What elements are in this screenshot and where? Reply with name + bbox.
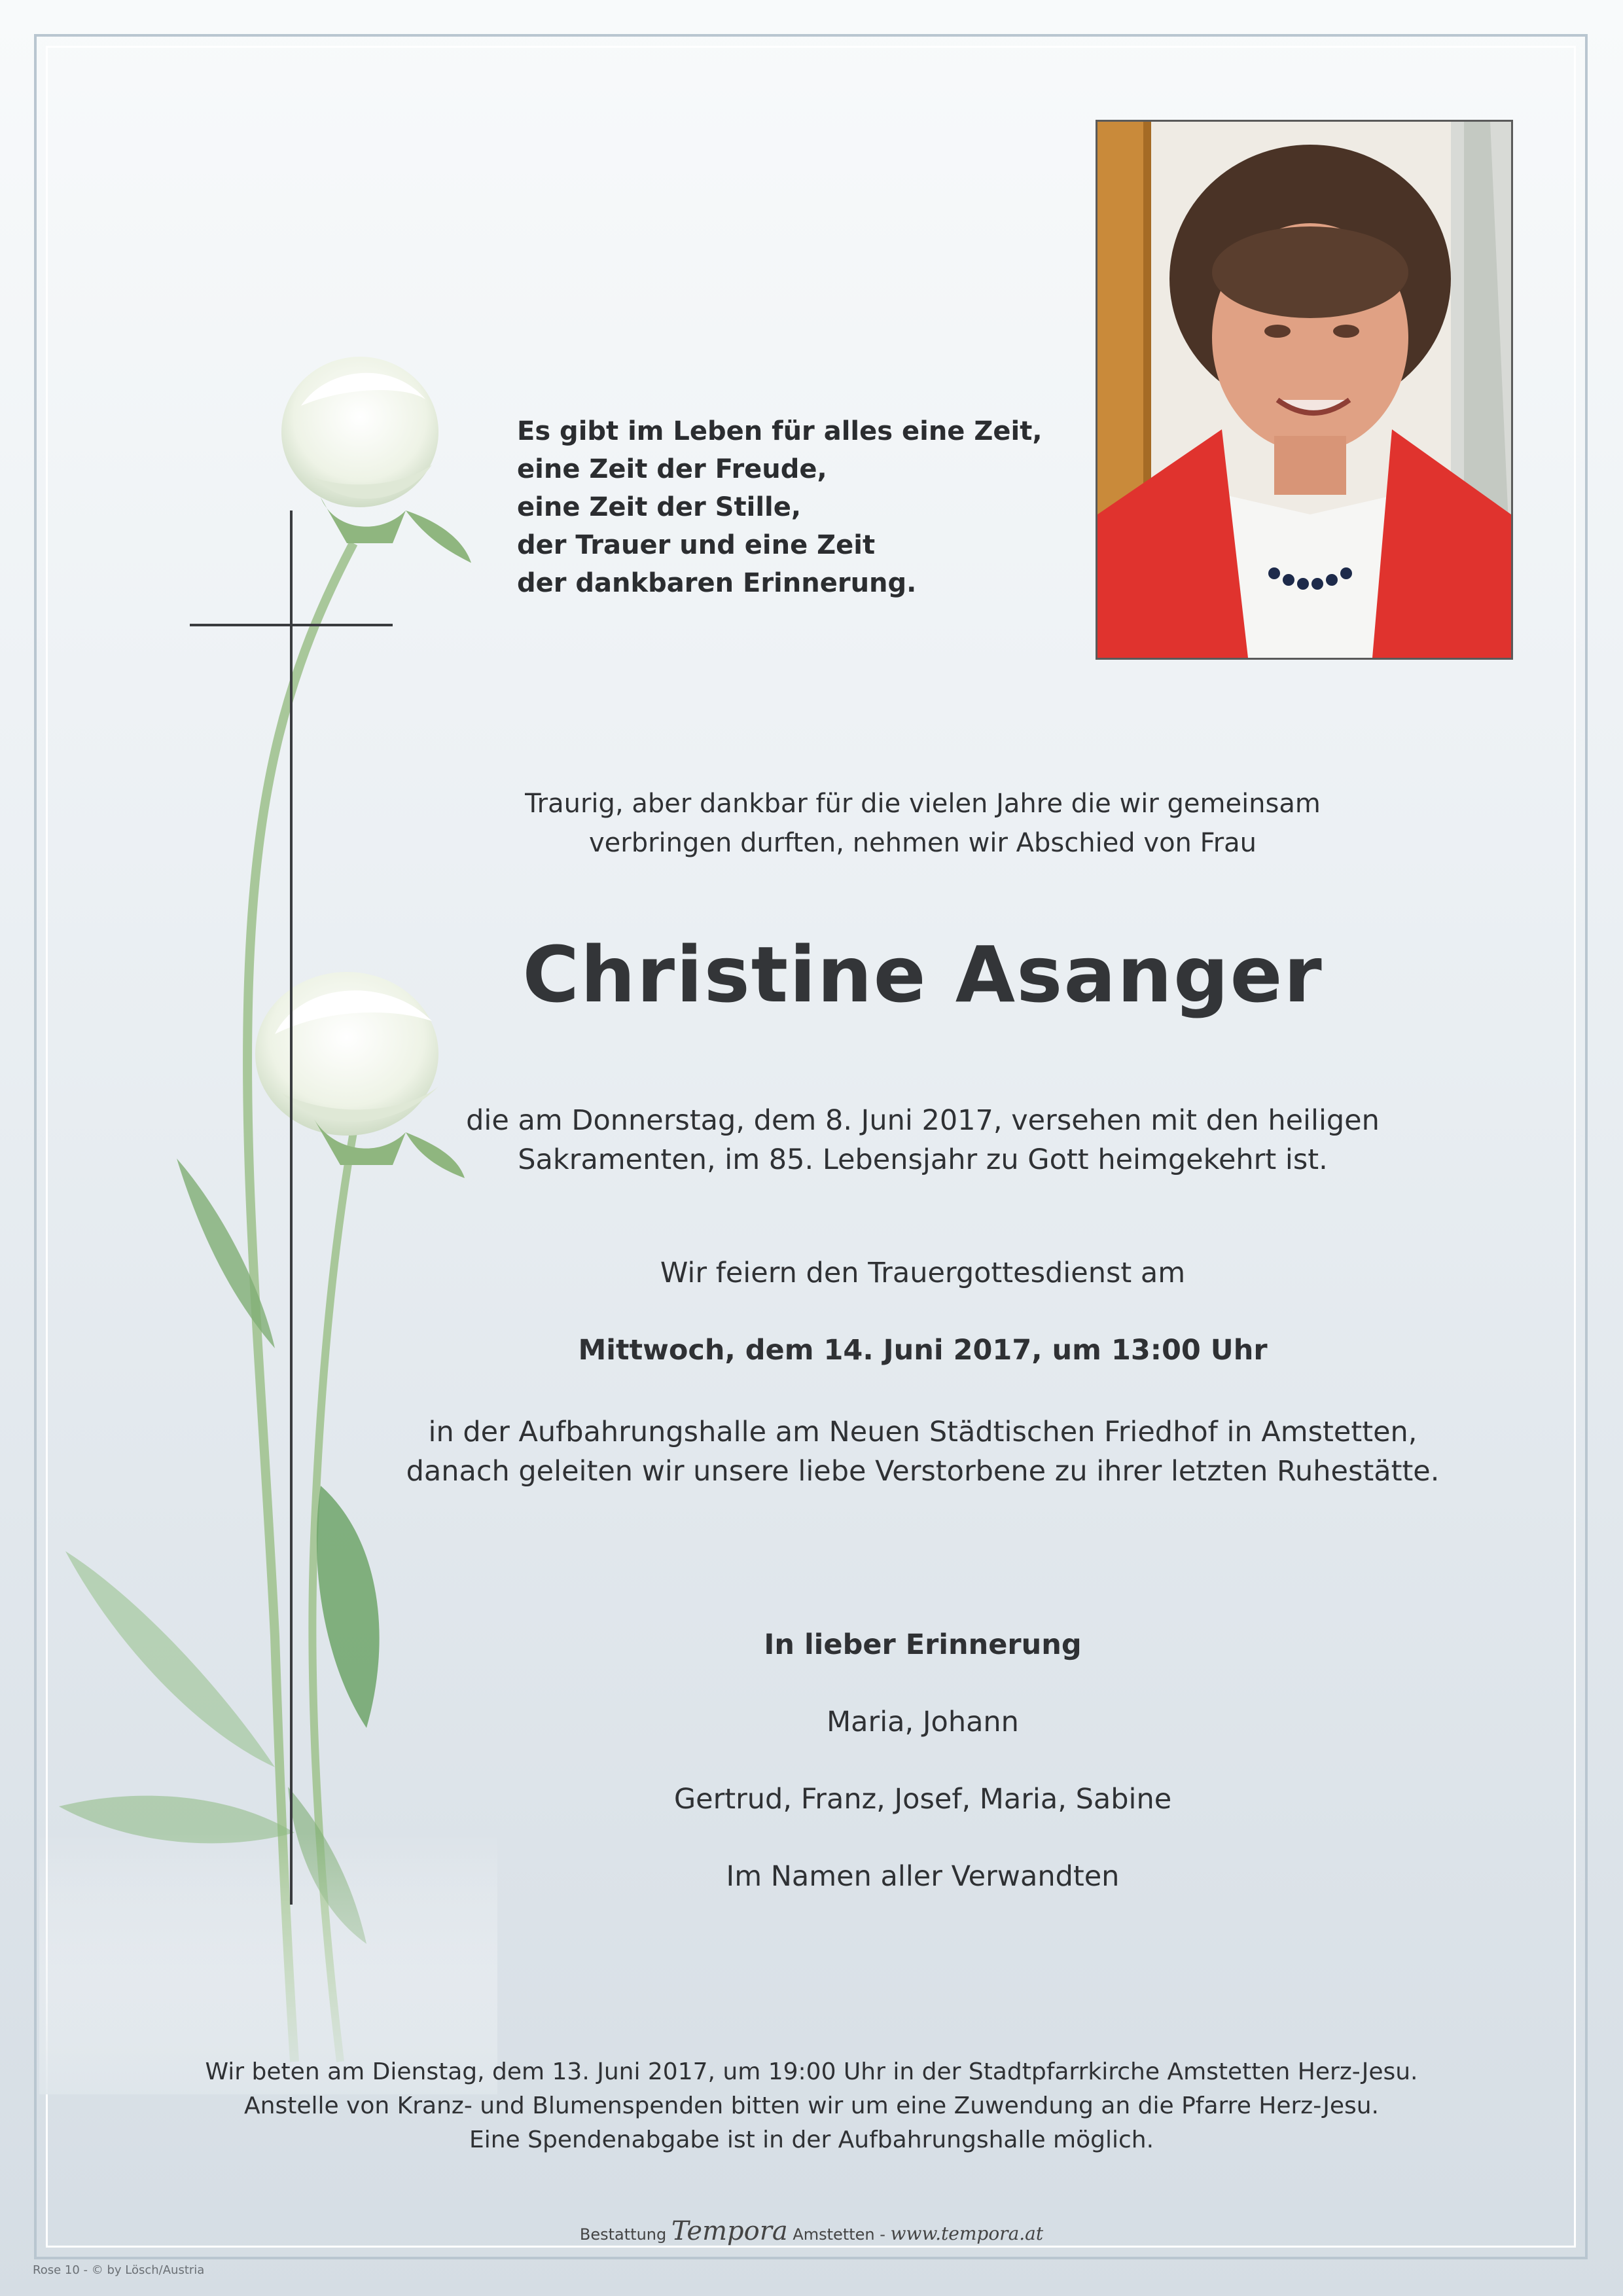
death-notice-line-2: Sakramenten, im 85. Lebensjahr zu Gott heimgekehrt ist. [518,1143,1328,1176]
deceased-name: Christine Asanger [522,929,1323,1020]
poem-line: Es gibt im Leben für alles eine Zeit, [517,416,1043,446]
portrait-photo [1096,120,1513,660]
credit-middle: Amstetten - [793,2225,885,2244]
location-line-2: danach geleiten wir unsere liebe Verstorbene zu ihrer letzten Ruhestätte. [406,1455,1440,1488]
memorial-poem [517,412,1106,602]
memory-heading: In lieber Erinnerung [764,1628,1082,1661]
poem-line: der dankbaren Erinnerung. [517,568,917,598]
design-copyright: Rose 10 - © by Lösch/Austria [33,2263,205,2277]
footer-line-2: Anstelle von Kranz- und Blumenspenden bitten wir um eine Zuwendung an die Pfarre Herz-Jesu. [244,2092,1379,2119]
footer-line-1: Wir beten am Dienstag, dem 13. Juni 2017, um 19:00 Uhr in der Stadtpfarrkirche Amstetten Herz-Jesu. [205,2058,1418,2085]
poem-line: eine Zeit der Stille, [517,492,802,522]
mourners-line-3: Im Namen aller Verwandten [726,1860,1120,1893]
cross-icon [183,504,399,1911]
credit-brand: Tempora [671,2216,788,2246]
footer-notice [118,2055,1505,2157]
poem-line: eine Zeit der Freude, [517,454,827,484]
death-notice [366,1101,1479,1179]
credit-url[interactable]: www.tempora.at [890,2223,1044,2244]
service-date: Mittwoch, dem 14. Juni 2017, um 13:00 Uhr [578,1334,1268,1367]
intro-line-2: verbringen durften, nehmen wir Abschied von Frau [588,828,1257,858]
service-location [366,1412,1479,1491]
location-line-1: in der Aufbahrungshalle am Neuen Städtischen Friedhof in Amstetten, [428,1416,1418,1448]
poem-line: der Trauer und eine Zeit [517,530,876,560]
portrait-illustration [1097,122,1511,658]
intro-text [366,784,1479,863]
funeral-home-credit [458,2216,1165,2246]
mourners-line-1: Maria, Johann [827,1706,1019,1738]
footer-line-3: Eine Spendenabgabe ist in der Aufbahrungshalle möglich. [469,2126,1154,2153]
death-notice-line-1: die am Donnerstag, dem 8. Juni 2017, versehen mit den heiligen [466,1104,1380,1137]
service-intro: Wir feiern den Trauergottesdienst am [660,1257,1186,1289]
credit-prefix: Bestattung [579,2225,667,2244]
intro-line-1: Traurig, aber dankbar für die vielen Jahre die wir gemeinsam [525,789,1321,819]
mourners-line-2: Gertrud, Franz, Josef, Maria, Sabine [673,1783,1172,1816]
